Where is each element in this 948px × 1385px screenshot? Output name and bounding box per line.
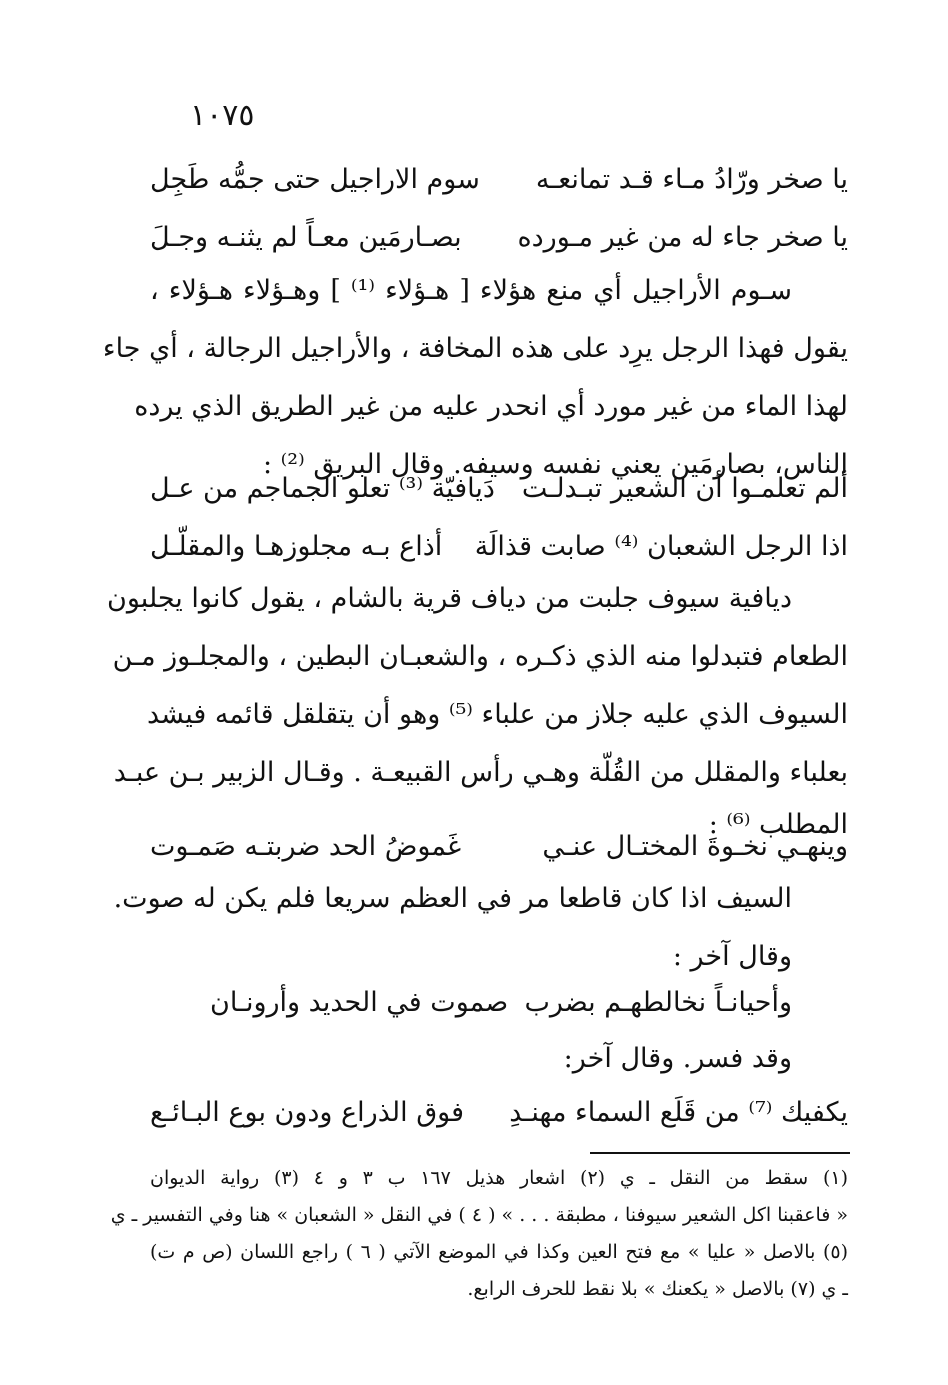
- verse-line: [210, 974, 848, 1032]
- verse-group-5: [150, 1084, 848, 1142]
- verse-hemistich-right: اذا الرجل الشعبان ⁽⁴⁾ صابت قذالَة: [474, 531, 848, 562]
- prose-paragraph-4: [150, 1030, 848, 1088]
- text-line: السيف اذا كان قاطعا مر في العظم سريعا فلم يكن له صوت.: [113, 883, 792, 914]
- verse-line: [150, 209, 848, 267]
- verse-hemistich-left: غَموضُ الحد ضربتـه صَمـوت: [150, 831, 462, 862]
- verse-hemistich-left: أذاع بـه مجلوزهـا والمقلّـل: [150, 531, 443, 562]
- page-number: ١٠٧٥: [190, 98, 255, 133]
- footnote-line: (٥) بالاصل « عليا » مع فتح العين وكذا في الموضع الآتي ( ٦ ) راجع اللسان (ص م ت): [150, 1241, 848, 1263]
- verse-hemistich-right: وأحيانـاً نخالطهـم بضرب: [524, 987, 792, 1018]
- verse-hemistich-right: وينهـي نخـوةَ المختـال عنـي: [542, 831, 848, 862]
- verse-hemistich-left: بصـارمَين معـاً لم يثنـه وجـلَ: [150, 222, 462, 253]
- text-line: الطعام فتبدلوا منه الذي ذكـره ، والشعبـان البطين ، والمجلـوز مـن: [112, 641, 848, 672]
- footnote-divider: [590, 1152, 850, 1154]
- text-line: الناس، بصارمَين يعني نفسه وسيفه. وقال البريق ⁽²⁾ :: [262, 449, 848, 480]
- text-line: لهذا الماء من غير مورد أي انحدر عليه من غير الطريق الذي يرده: [134, 391, 848, 422]
- verse-line: [150, 460, 848, 518]
- verse-hemistich-left: سوم الاراجيل حتى جمُّه طَجِل: [150, 164, 480, 195]
- verse-hemistich-left: فوق الذراع ودون بوع البـائـع: [150, 1097, 464, 1128]
- prose-paragraph-2: [107, 570, 848, 848]
- verse-line: [150, 151, 848, 209]
- text-line: وقال آخر :: [672, 941, 792, 972]
- verse-line: [150, 1084, 848, 1142]
- verse-hemistich-left: دَيافيّة ⁽³⁾ تعلو الجماجم من عـل: [150, 473, 495, 504]
- text-line: السيوف الذي عليه جلاز من علباء ⁽⁵⁾ وهو أن يتقلقل قائمه فيشد: [146, 699, 848, 730]
- text-line: يقول فهذا الرجل يرِد على هذه المخافة ، والأراجيل الرجالة ، أي جاء: [102, 333, 848, 364]
- text-line: المطلب ⁽⁶⁾ :: [708, 809, 848, 840]
- text-line: ديافية سيوف جلبت من دياف قرية بالشام ، يقول كانوا يجلبون: [107, 583, 792, 614]
- verse-group-3: [150, 818, 848, 876]
- verse-hemistich-right: يا صخر ورّادُ مـاء قـد تمانعـه: [535, 164, 848, 195]
- footnote-line: ـ ي (٧) بالاصل « يكعنك » بلا نقط للحرف الرابع.: [467, 1278, 848, 1300]
- verse-hemistich-left: صموت في الحديد وأرونـان: [210, 987, 509, 1018]
- verse-line: [150, 518, 848, 576]
- footnote-line: (١) سقط من النقل ـ ي (٢) اشعار هذيل ١٦٧ ب ٣ و ٤ (٣) رواية الديوان: [150, 1167, 848, 1189]
- verse-hemistich-right: ألم تعلمـوا أن الشعير تبـدلـت: [521, 473, 848, 504]
- verse-group-4: [210, 974, 848, 1032]
- verse-hemistich-right: يا صخر جاء له من غير مـورده: [517, 222, 848, 253]
- text-line: وقد فسر. وقال آخر:: [563, 1043, 792, 1074]
- verse-line: [150, 818, 848, 876]
- prose-paragraph-3: [113, 870, 848, 986]
- footnotes: [110, 1160, 848, 1308]
- footnote-line: « فاعقبنا اكل الشعير سيوفنا ، مطبقة . . . » ( ٤ ) في النقل « الشعبان » هنا وفي التفسير ـ ي: [110, 1204, 848, 1226]
- verse-group-1: [150, 151, 848, 267]
- verse-hemistich-right: يكفيك ⁽⁷⁾ من قَلَع السماء مهنـدِ: [509, 1097, 848, 1128]
- text-line: سـوم الأراجيل أي منع هؤلاء [ هـؤلاء ⁽¹⁾ ] وهـؤلاء هـؤلاء ،: [150, 275, 792, 306]
- verse-group-2: [150, 460, 848, 576]
- text-line: بعلباء والمقلل من القُلّة وهـي رأس القبيعـة . وقـال الزبير بـن عبـد: [113, 757, 848, 788]
